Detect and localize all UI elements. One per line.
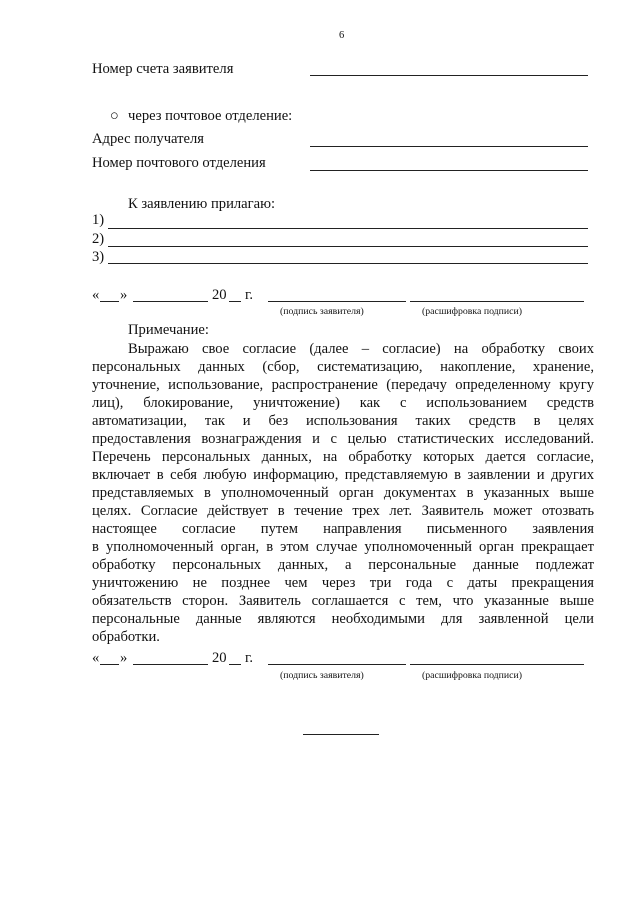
account-number-label: Номер счета заявителя — [92, 61, 234, 77]
date-open-quote: « — [92, 650, 100, 666]
year-field[interactable] — [229, 301, 241, 302]
attachment-item-2-field[interactable] — [108, 246, 588, 247]
consent-line: обработку персональных данных, а персональные данные подлежат — [92, 557, 594, 573]
end-divider — [303, 734, 379, 735]
page-number: 6 — [339, 30, 345, 41]
attachment-item-1-label: 1) — [92, 212, 105, 228]
consent-line: представляемых в уполномоченный орган документах в указанных выше — [92, 485, 594, 501]
consent-line: настоящее согласие путем направления письменного заявления — [92, 521, 594, 537]
date-close-quote: » — [120, 650, 128, 666]
year-suffix: г. — [245, 287, 253, 303]
account-number-field[interactable] — [310, 75, 588, 76]
consent-line: целях. Согласие действует в течение трех лет. Заявитель может отозвать — [92, 503, 594, 519]
consent-line: Выражаю свое согласие (далее – согласие) на обработку своих — [128, 341, 594, 357]
signature-field[interactable] — [268, 664, 406, 665]
date-open-quote: « — [92, 287, 100, 303]
consent-line: персональных данных (сбор, систематизацию, накопление, хранение, — [92, 359, 594, 375]
signature-caption: (подпись заявителя) — [280, 670, 364, 681]
decode-caption: (расшифровка подписи) — [422, 670, 523, 681]
consent-line: обязательств сторон. Заявитель соглашается с тем, что указанные выше — [92, 593, 594, 609]
recipient-address-field[interactable] — [310, 146, 588, 147]
recipient-address-label: Адрес получателя — [92, 131, 205, 147]
post-office-label: Номер почтового отделения — [92, 155, 266, 171]
consent-line: в уполномоченный орган, в этом случае уполномоченный орган прекращает — [92, 539, 594, 555]
signature-decode-field[interactable] — [410, 301, 584, 302]
month-field[interactable] — [133, 301, 208, 302]
consent-line: персональные данные являются необходимыми для заявленной цели — [92, 611, 594, 627]
year-field[interactable] — [229, 664, 241, 665]
year-suffix: г. — [245, 650, 253, 666]
year-prefix: 20 — [212, 287, 227, 303]
attachments-heading: К заявлению прилагаю: — [128, 196, 276, 212]
day-field[interactable] — [100, 301, 119, 302]
signature-caption: (подпись заявителя) — [280, 306, 364, 317]
consent-line: уничтожению не позднее чем через три года с даты прекращения — [92, 575, 594, 591]
consent-line: автоматизации, так и без использования таких средств в целях — [92, 413, 594, 429]
day-field[interactable] — [100, 664, 119, 665]
attachment-item-1-field[interactable] — [108, 228, 588, 229]
note-heading: Примечание: — [128, 322, 209, 338]
attachment-item-2-label: 2) — [92, 231, 105, 247]
consent-line: Перечень персональных данных, на обработку которых дается согласие, — [92, 449, 594, 465]
postal-radio-icon[interactable]: ○ — [110, 108, 119, 124]
month-field[interactable] — [133, 664, 208, 665]
post-office-field[interactable] — [310, 170, 588, 171]
signature-field[interactable] — [268, 301, 406, 302]
attachment-item-3-label: 3) — [92, 249, 105, 265]
postal-option-label: через почтовое отделение: — [128, 108, 293, 124]
year-prefix: 20 — [212, 650, 227, 666]
date-close-quote: » — [120, 287, 128, 303]
decode-caption: (расшифровка подписи) — [422, 306, 523, 317]
consent-line: уточнение, использование, распространение (передачу определенному кругу — [92, 377, 594, 393]
consent-line: предоставления вознаграждения и с целью статистических исследований. — [92, 431, 594, 447]
consent-line: включает в себя любую информацию, представляемую в заявлении и других — [92, 467, 594, 483]
consent-line: обработки. — [92, 629, 160, 645]
attachment-item-3-field[interactable] — [108, 263, 588, 264]
signature-decode-field[interactable] — [410, 664, 584, 665]
consent-line: лиц), блокирование, уничтожение) как с использованием средств — [92, 395, 594, 411]
